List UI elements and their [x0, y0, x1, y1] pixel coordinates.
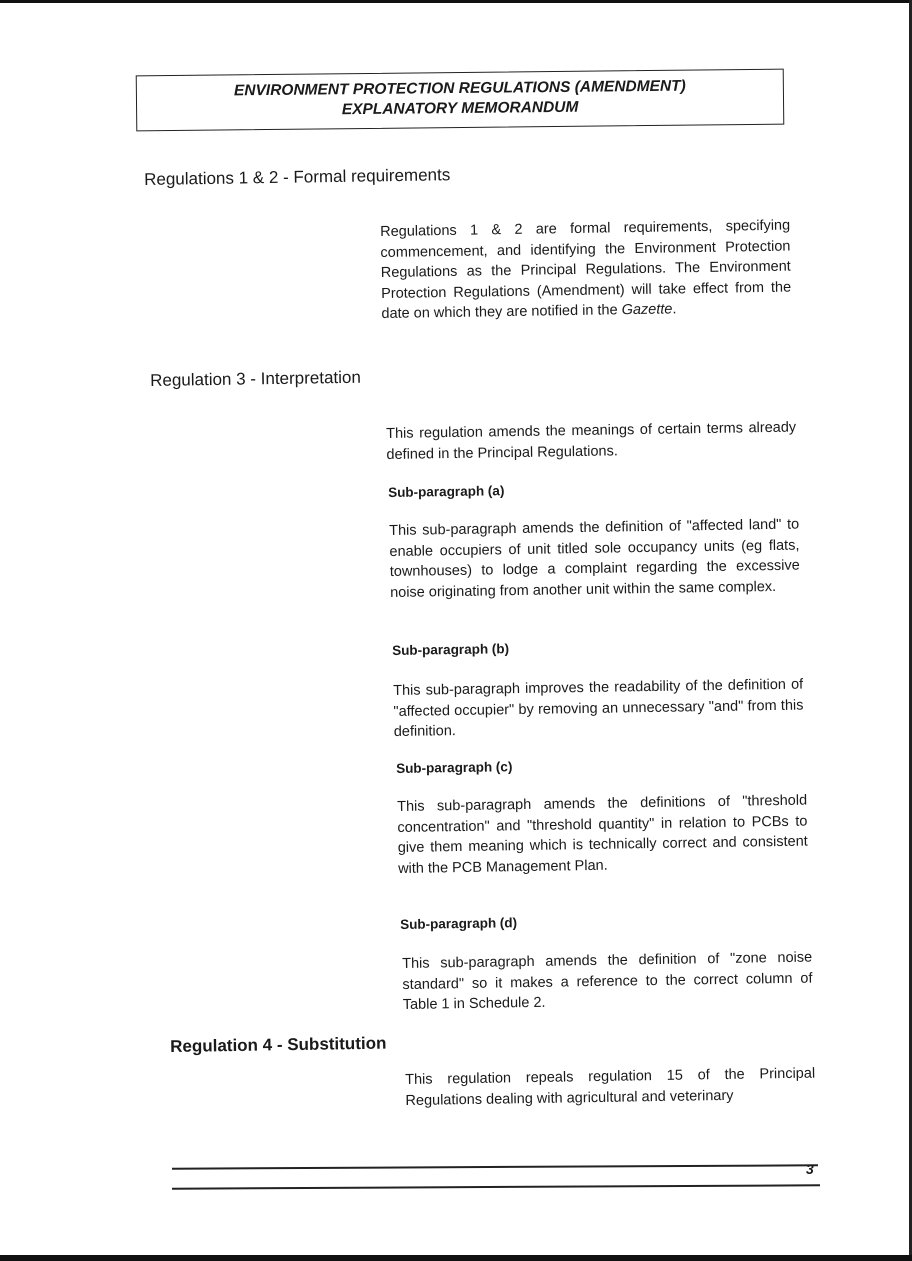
section-body-reg-1-2	[380, 216, 792, 325]
reg-1-2-text-end: .	[672, 301, 677, 318]
sub-paragraph-c-body: This sub-paragraph amends the definitions of "threshold concentration" and "threshold quantity" in relation to PCBs to give them meaning which is technically correct and consistent with the PCB Management Plan.	[397, 792, 808, 877]
footer-rule-top	[172, 1164, 818, 1169]
gazette-italic: Gazette	[621, 301, 673, 319]
sub-paragraph-d-heading: Sub-paragraph (d)	[400, 915, 518, 932]
section-heading-reg-3: Regulation 3 - Interpretation	[150, 367, 362, 390]
section-heading-reg-4: Regulation 4 - Substitution	[170, 1033, 387, 1056]
document-title-box	[136, 69, 785, 132]
sub-paragraph-b-heading: Sub-paragraph (b)	[392, 641, 510, 658]
section-heading-reg-1-2: Regulations 1 & 2 - Formal requirements	[144, 165, 451, 189]
scan-edge-top	[0, 0, 912, 3]
sub-paragraph-a-body: This sub-paragraph amends the definition of "affected land" to enable occupiers of unit titled sole occupancy units (eg flats, townhouses) to lodge a complaint regarding the excessive noise originating from another unit within the same complex.	[389, 516, 800, 601]
footer-rule-bottom	[172, 1184, 820, 1189]
reg-3-intro: This regulation amends the meanings of certain terms already defined in the Principal Regulations.	[386, 419, 797, 463]
document-title-line-2: EXPLANATORY MEMORANDUM	[341, 98, 579, 119]
sub-paragraph-c-heading: Sub-paragraph (c)	[396, 759, 513, 776]
reg-1-2-text: Regulations 1 & 2 are formal requirements, specifying commencement, and identifying the Environment Protection Regulations as the Principal Regulations. The Environment Protection Regulations (Amendment) will take effect from the date on which they are notified in the	[380, 217, 792, 322]
sub-paragraph-b-body: This sub-paragraph improves the readability of the definition of "affected occupier" by removing an unnecessary "and" from this definition.	[393, 676, 804, 740]
scan-edge-bottom	[0, 1255, 912, 1261]
sub-paragraph-d-body: This sub-paragraph amends the definition of "zone noise standard" so it makes a reference to the correct column of Table 1 in Schedule 2.	[402, 949, 813, 1013]
document-title-line-1: ENVIRONMENT PROTECTION REGULATIONS (AMENDMENT)	[233, 77, 686, 100]
section-body-reg-4: This regulation repeals regulation 15 of the Principal Regulations dealing with agricultural and veterinary	[405, 1065, 816, 1109]
sub-paragraph-a-heading: Sub-paragraph (a)	[388, 483, 505, 500]
page-number: 3	[806, 1161, 814, 1177]
